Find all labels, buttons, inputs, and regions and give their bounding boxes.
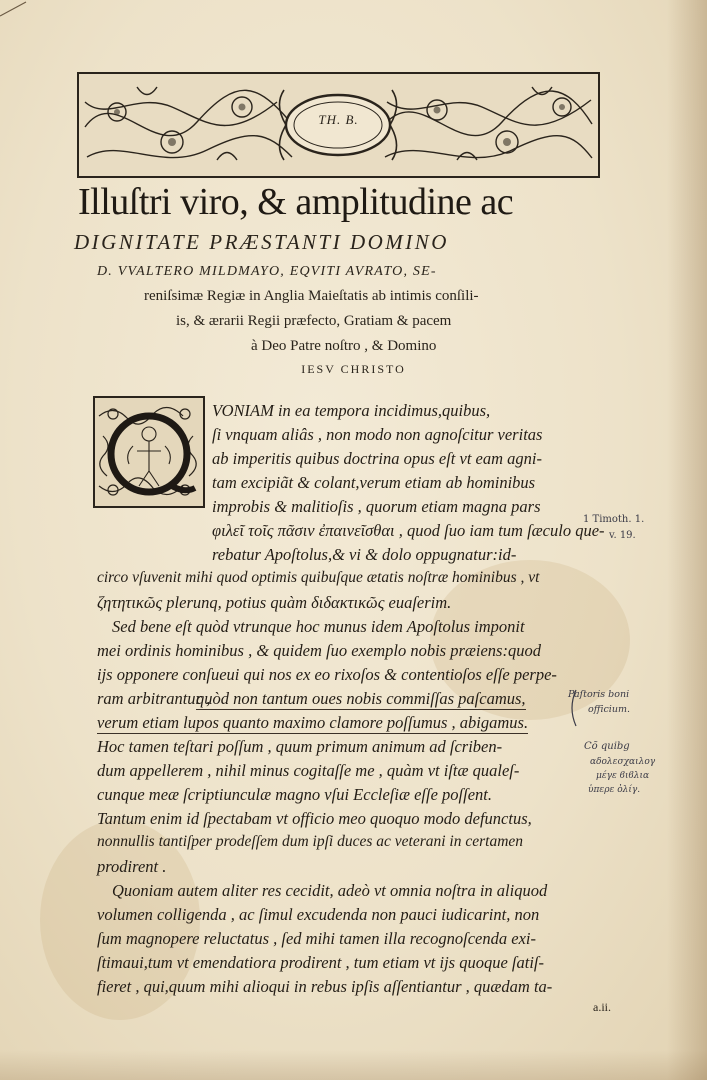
- text-line: ζητητικῶς plerunq, potius quàm διδακτικῶς euaſerim.: [97, 593, 452, 612]
- text-line: nonnullis tantiſper prodeſſem dum ipſi duces ac veterani in certamen: [97, 833, 524, 850]
- text-line: ſum magnopere reluctatus , ſed mihi tamen illa recognoſcenda exi-: [97, 929, 536, 948]
- handwritten-note: μέγε ϐιϐλια: [596, 771, 650, 781]
- dedication-line: is, & ærarii Regii præfecto, Gratiam & pacem: [176, 313, 452, 329]
- dedication-line: reniſsimæ Regiæ in Anglia Maieſtatis ab intimis conſili-: [144, 288, 479, 304]
- handwritten-note: Cõ quibg: [584, 741, 630, 752]
- handwritten-note: ὑπερε ὀλίγ.: [588, 785, 641, 795]
- text-line: ram arbitrantur ,: [97, 689, 211, 708]
- text-line: VONIAM in ea tempora incidimus,quibus,: [212, 401, 491, 420]
- handwritten-note: officium.: [588, 704, 630, 715]
- text-line: circo vſuvenit mihi quod optimis quibuſque ætatis noſtræ hominibus , vt: [97, 569, 540, 586]
- text-line: Tantum enim id ſpectabam vt officio meo quoquo modo defunctus,: [97, 809, 532, 828]
- page-signature: a.ii.: [593, 1000, 611, 1014]
- page-bottom-shadow: [0, 1050, 707, 1080]
- text-line: ſtimaui,tum vt emendatiora prodirent , tum etiam vt ijs quoque ſatiſ-: [97, 953, 544, 972]
- text-line: prodirent .: [97, 857, 167, 876]
- dedication-closing: IESV CHRISTO: [301, 362, 406, 376]
- text-line: Quoniam autem aliter res cecidit, adeò vt omnia noſtra in aliquod: [112, 881, 548, 900]
- text-line: improbis & malitioſis , quorum etiam magna pars: [212, 497, 541, 516]
- text-line: Sed bene eſt quòd vtrunque hoc munus idem Apoſtolus imponit: [112, 617, 525, 636]
- margin-bracket-mark: [560, 688, 580, 728]
- text-line: ſi vnquam aliâs , non modo non agnoſcitur veritas: [212, 425, 543, 444]
- dedication-title: Illuſtri viro, & amplitudine ac: [78, 181, 514, 223]
- margin-reference: v. 19.: [609, 530, 636, 541]
- underlined-passage: quòd non tantum oues nobis commiſſas paſcamus,: [196, 689, 526, 708]
- text-line: dum appellerem , nihil minus cogitaſſe me , quàm vt iſtæ qualeſ-: [97, 761, 520, 780]
- text-line: rebatur Apoſtolus,& vi & dolo oppugnatur:id-: [212, 545, 517, 564]
- dedication-subtitle: DIGNITATE PRÆSTANTI DOMINO: [74, 230, 449, 254]
- ornamental-headpiece: [77, 72, 600, 178]
- dedicatee-name: D. VVALTERO MILDMAYO, EQVITI AVRATO, SE-: [97, 264, 437, 279]
- handwritten-note: Paſtoris boni: [568, 689, 630, 700]
- margin-reference: 1 Timoth. 1.: [583, 514, 645, 525]
- page-edge-shadow: [667, 0, 707, 1080]
- corner-crease: [0, 0, 40, 20]
- text-line: volumen colligenda , ac ſimul excudenda non pauci iudicarint, non: [97, 905, 540, 924]
- text-line: fieret , qui,quum mihi alioqui in rebus ipſis aſſentiantur , quædam ta-: [97, 977, 553, 996]
- cartouche-text: TH. B.: [318, 112, 359, 127]
- dedication-line: à Deo Patre noſtro , & Domino: [251, 338, 437, 354]
- text-line: ab imperitis quibus doctrina opus eſt vt eam agni-: [212, 449, 542, 468]
- text-line: Hoc tamen teſtari poſſum , quum primum animum ad ſcriben-: [97, 737, 503, 756]
- text-line: ijs opponere conſueui qui nos ex eo rixoſos & contentioſos eſſe perpe-: [97, 665, 557, 684]
- handwritten-note: αδολεσχαιλογ: [590, 757, 656, 767]
- underlined-passage: verum etiam lupos quanto maximo clamore poſſumus , abigamus.: [97, 713, 529, 732]
- text-line: tam excipiãt & colant,verum etiam ab hominibus: [212, 473, 536, 492]
- text-line: cunque meæ ſcriptiunculæ magno vſui Eccleſiæ eſſe poſſent.: [97, 785, 492, 804]
- initial-q-ornament: [93, 396, 205, 508]
- text-line: φιλεῖ τοῖς πᾶσιν ἐπαινεῖσθαι , quod ſuo iam tum ſæculo que-: [212, 521, 605, 540]
- text-line: mei ordinis hominibus , & quidem ſuo exemplo nobis præiens:quod: [97, 641, 541, 660]
- decorated-initial-q: [93, 396, 205, 508]
